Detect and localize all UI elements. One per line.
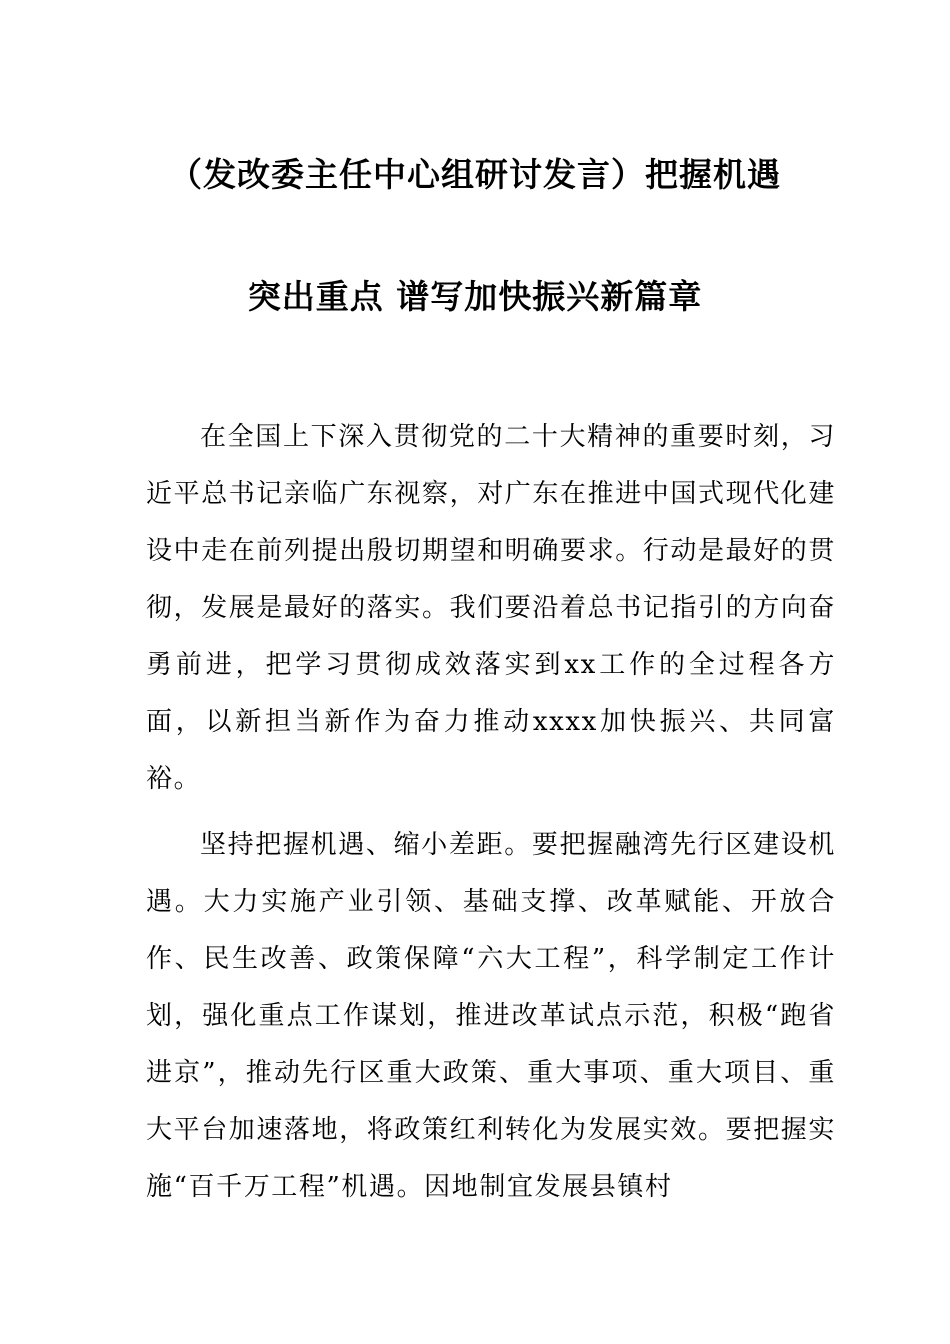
body-paragraph (146, 409, 836, 808)
document-title-line-2: 突出重点 谱写加快振兴新篇章 (247, 277, 703, 316)
paragraph-text: 在全国上下深入贯彻党的二十大精神的重要时刻，习近平总书记亲临广东视察，对广东在推进中国式现代化建设中走在前列提出殷切期望和明确要求。行动是最好的贯彻，发展是最好的落实。我们要沿着总书记指引的方向奋勇前进，把学习贯彻成效落实到xx工作的全过程各方面，以新担当新作为奋力推动xxxx加快振兴、共同富裕。 (146, 422, 837, 794)
document-title-line-1: （发改委主任中心组研讨发言）把握机遇 (169, 155, 781, 194)
body-paragraph-1-block (146, 409, 836, 808)
paragraph-text: 要把握融湾先行区建设机遇。大力实施产业引领、基础支撑、改革赋能、开放合作、民生改善、政策保障“六大工程”，科学制定工作计划，强化重点工作谋划，推进改革试点示范，积极“跑省进京”，推动先行区重大政策、重大事项、重大项目、重大平台加速落地，将政策红利转化为发展实效。要把握实施“百千万工程”机遇。因地制宜发展县镇村 (146, 830, 837, 1202)
body-paragraph (146, 817, 836, 1216)
body-paragraph-2-block (146, 817, 836, 1216)
paragraph-lead-heading: 坚持把握机遇、缩小差距。 (200, 830, 532, 860)
